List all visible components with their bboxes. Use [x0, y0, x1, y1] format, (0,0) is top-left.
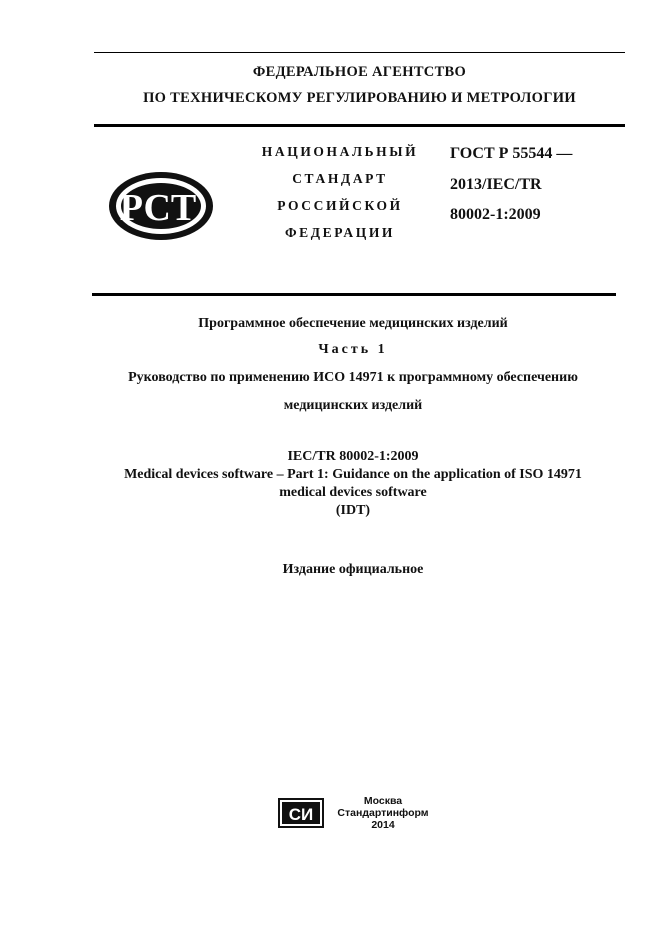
standartinform-logo-icon	[278, 798, 324, 828]
publisher-name: Стандартинформ	[337, 807, 429, 819]
rst-logo-text: РСТ	[119, 187, 197, 229]
designation-line-1: ГОСТ Р 55544 —	[450, 145, 573, 162]
english-title-line-2: medical devices software	[279, 485, 427, 500]
standartinform-logo	[278, 798, 324, 828]
agency-name-line-2: ПО ТЕХНИЧЕСКОМУ РЕГУЛИРОВАНИЮ И МЕТРОЛОГИИ	[143, 90, 576, 106]
standartinform-logo-text: СИ	[288, 805, 314, 824]
title-line-1: Программное обеспечение медицинских изделий	[198, 316, 508, 331]
equivalence-marker: (IDT)	[335, 503, 371, 518]
top-thin-rule	[94, 52, 625, 53]
english-code: IEC/TR 80002-1:2009	[287, 449, 419, 464]
title-line-2: Руководство по применению ИСО 14971 к программному обеспечению	[128, 370, 578, 385]
title-line-3: медицинских изделий	[283, 398, 423, 413]
national-standard-line-1: НАЦИОНАЛЬНЫЙ	[261, 144, 419, 159]
publisher-city: Москва	[363, 795, 403, 807]
english-title-line-1: Medical devices software – Part 1: Guidance on the application of ISO 14971	[124, 467, 582, 482]
national-standard-line-3: РОССИЙСКОЙ	[277, 198, 403, 213]
national-standard-line-4: ФЕДЕРАЦИИ	[284, 225, 396, 240]
publisher-year: 2014	[371, 819, 395, 831]
title-part: Часть 1	[318, 342, 388, 357]
rst-logo-icon	[106, 170, 216, 242]
title-divider-rule	[92, 293, 616, 296]
national-standard-line-2: СТАНДАРТ	[292, 171, 388, 186]
agency-name-line-1: ФЕДЕРАЛЬНОЕ АГЕНТСТВО	[252, 64, 467, 80]
header-divider-rule	[94, 124, 625, 127]
designation-line-3: 80002-1:2009	[450, 206, 541, 223]
rst-logo	[106, 170, 216, 242]
designation-line-2: 2013/IEC/TR	[450, 176, 542, 193]
edition-label: Издание официальное	[282, 562, 424, 577]
